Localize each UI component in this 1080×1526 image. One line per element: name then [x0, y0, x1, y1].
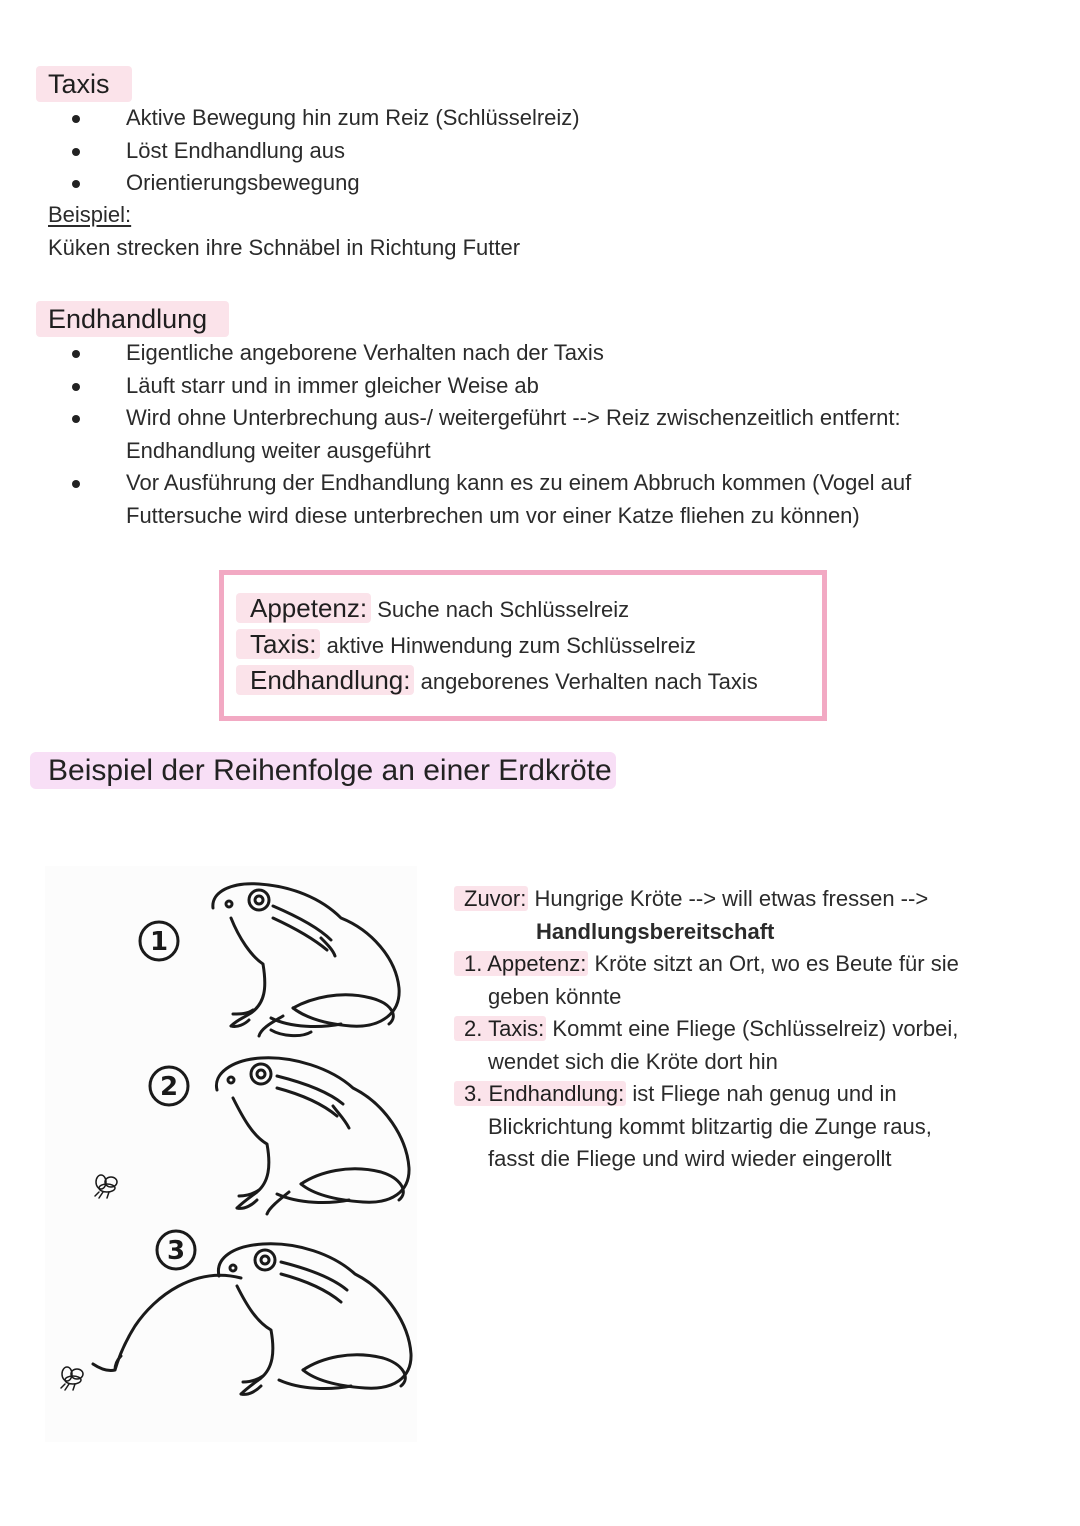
- step-1-term: 1. Appetenz:: [454, 951, 588, 976]
- taxis-example-text: Küken strecken ihre Schnäbel in Richtung Futter: [48, 235, 521, 260]
- step-1-line2: geben könnte: [488, 983, 622, 1009]
- summary-text: Suche nach Schlüsselreiz: [371, 597, 630, 622]
- taxis-heading: Taxis: [36, 66, 132, 102]
- taxis-example-label: Beispiel:: [48, 202, 132, 227]
- fly-icon-1: [95, 1175, 117, 1198]
- step-1-line: [454, 948, 1054, 981]
- step-1-text: Kröte sitzt an Ort, wo es Beute für sie: [588, 951, 959, 976]
- taxis-heading-wrap: [36, 66, 132, 102]
- summary-term: Taxis:: [236, 629, 320, 659]
- step-2-badge: [150, 1067, 188, 1105]
- step-1-badge: [140, 922, 178, 960]
- list-item: Läuft starr und in immer gleicher Weise ab: [48, 370, 1068, 403]
- section-banner: [30, 752, 616, 789]
- summary-row-taxis: [236, 627, 696, 661]
- step-3-number: 3: [166, 1236, 186, 1266]
- toad-illustration: [45, 866, 417, 1442]
- step-3-term: 3. Endhandlung:: [454, 1081, 626, 1106]
- list-item: Orientierungsbewegung: [48, 167, 1048, 200]
- step-2-line2: wendet sich die Kröte dort hin: [488, 1048, 778, 1074]
- list-item: Löst Endhandlung aus: [48, 135, 1048, 168]
- list-item-line: Futtersuche wird diese unterbrechen um vor einer Katze fliehen zu können): [126, 502, 860, 528]
- step-3-line: [454, 1078, 1054, 1111]
- step-3-line3: fasst die Fliege und wird wieder eingerollt: [488, 1146, 892, 1171]
- zuvor-line: [454, 883, 1054, 916]
- fly-icon-2: [61, 1367, 83, 1390]
- toad-1-icon: [213, 884, 399, 1036]
- list-item-line: Endhandlung weiter ausgeführt: [126, 437, 431, 463]
- step-1-number: 1: [149, 927, 169, 957]
- taxis-bullets: [48, 102, 1048, 200]
- summary-row-endhandlung: [236, 663, 758, 697]
- step-3-line2: Blickrichtung kommt blitzartig die Zunge raus,: [488, 1113, 932, 1139]
- zuvor-text: Hungrige Kröte --> will etwas fressen -->: [528, 886, 929, 911]
- step-2-term: 2. Taxis:: [454, 1016, 546, 1041]
- section-title: Beispiel der Reihenfolge an einer Erdkröte: [48, 754, 612, 787]
- list-item: Aktive Bewegung hin zum Reiz (Schlüsselreiz): [48, 102, 1048, 135]
- zuvor-term: Zuvor:: [454, 886, 528, 911]
- zuvor-bold: Handlungsbereitschaft: [536, 918, 775, 944]
- step-3-text: ist Fliege nah genug und in: [626, 1081, 897, 1106]
- endhandlung-heading: Endhandlung: [36, 301, 229, 337]
- summary-row-appetenz: [236, 591, 629, 625]
- toad-3-icon: [218, 1244, 411, 1395]
- list-item-line: Vor Ausführung der Endhandlung kann es zu einem Abbruch kommen (Vogel auf: [126, 470, 912, 495]
- list-item: [48, 467, 1068, 532]
- step-2-text: Kommt eine Fliege (Schlüsselreiz) vorbei,: [546, 1016, 959, 1041]
- endhandlung-heading-wrap: [36, 301, 229, 337]
- list-item: [48, 402, 1068, 467]
- toad-steps: [454, 883, 1054, 1176]
- toad-tongue-icon: [93, 1275, 241, 1370]
- summary-text: angeborenes Verhalten nach Taxis: [414, 669, 758, 694]
- summary-term: Endhandlung:: [236, 665, 414, 695]
- summary-term: Appetenz:: [236, 593, 371, 623]
- endhandlung-bullets: [48, 337, 1068, 532]
- summary-box: [219, 570, 827, 721]
- step-2-line: [454, 1013, 1054, 1046]
- summary-text: aktive Hinwendung zum Schlüsselreiz: [320, 633, 696, 658]
- list-item-line: Wird ohne Unterbrechung aus-/ weitergeführt --> Reiz zwischenzeitlich entfernt:: [126, 405, 901, 430]
- list-item: Eigentliche angeborene Verhalten nach der Taxis: [48, 337, 1068, 370]
- toad-2-icon: [216, 1058, 409, 1214]
- step-2-number: 2: [159, 1072, 179, 1102]
- toad-sequence-svg: [45, 866, 417, 1442]
- step-3-badge: [157, 1231, 195, 1269]
